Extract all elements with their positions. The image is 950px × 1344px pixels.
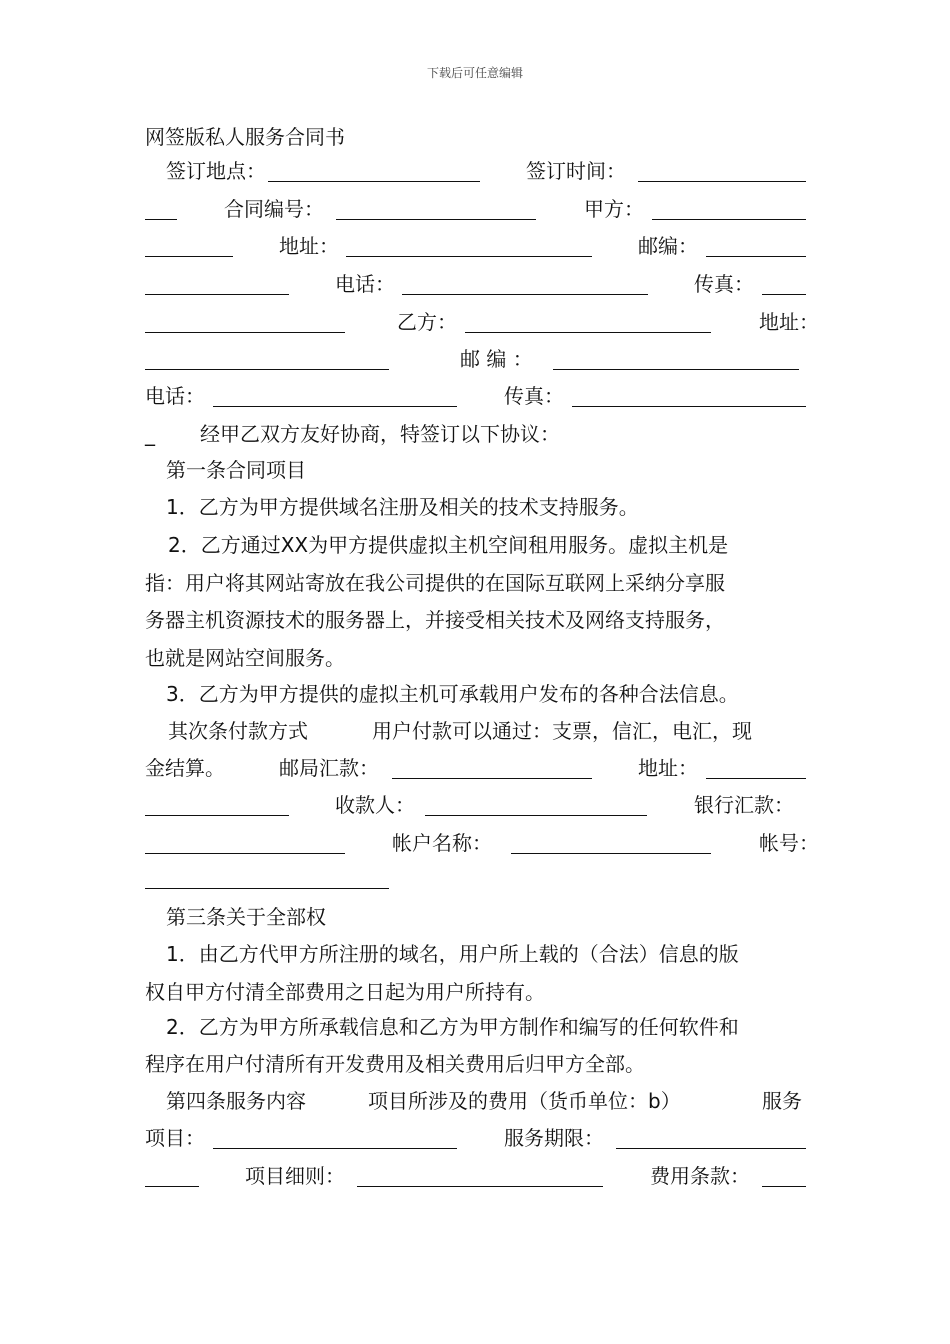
article-3-p2-text-1: 2．乙方为甲方所承载信息和乙方为甲方制作和编写的任何软件和 bbox=[166, 1015, 739, 1039]
bank-remit-blank bbox=[145, 853, 345, 854]
service-period-label: 服务期限： bbox=[504, 1126, 604, 1150]
account-no-blank bbox=[145, 888, 389, 889]
article-1-p2-text-2: 指：用户将其网站寄放在我公司提供的在国际互联网上采纳分享服 bbox=[145, 571, 725, 595]
party-b-postcode-label: 邮 编 ： bbox=[460, 347, 533, 371]
party-a-postcode-blank-cont bbox=[145, 294, 289, 295]
party-a-label: 甲方： bbox=[584, 197, 644, 221]
article-2-text: 用户付款可以通过：支票，信汇，电汇，现 bbox=[372, 719, 752, 743]
sign-place-label: 签订地点： bbox=[166, 159, 266, 183]
party-a-fax-blank-cont bbox=[145, 332, 345, 333]
party-a-phone-blank bbox=[402, 294, 648, 295]
account-name-label: 帐户名称： bbox=[392, 831, 492, 855]
article-3-p2-text-2: 程序在用户付清所有开发费用及相关费用后归甲方全部。 bbox=[145, 1052, 645, 1076]
article-1-p2-text-4: 也就是网站空间服务。 bbox=[145, 646, 345, 670]
account-no-label: 帐号： bbox=[759, 831, 819, 855]
article-3-p1-text-1: 1．由乙方代甲方所注册的域名，用户所上载的（合法）信息的版 bbox=[166, 942, 739, 966]
party-b-address-label: 地址： bbox=[759, 310, 819, 334]
header-note: 下载后可任意编辑 bbox=[426, 66, 523, 80]
contract-no-label: 合同编号： bbox=[224, 197, 324, 221]
service-period-blank-cont bbox=[145, 1186, 199, 1187]
party-b-address-blank bbox=[145, 369, 389, 370]
article-1-title: 第一条合同项目 bbox=[166, 458, 306, 482]
postal-remit-blank bbox=[392, 778, 592, 779]
article-1-p1: 1．乙方为甲方提供域名注册及相关的技术支持服务。 bbox=[166, 495, 639, 519]
article-2-cont: 金结算。 bbox=[145, 756, 225, 780]
postal-remit-label: 邮局汇款： bbox=[279, 756, 379, 780]
party-b-postcode-blank bbox=[553, 369, 799, 370]
intro-text: 经甲乙双方友好协商，特签订以下协议： bbox=[200, 422, 560, 446]
article-3-p1-text-2: 权自甲方付清全部费用之日起为用户所持有。 bbox=[145, 980, 545, 1004]
party-b-phone-blank bbox=[213, 406, 457, 407]
intro-underscore: _ bbox=[145, 422, 155, 446]
party-a-phone-label: 电话： bbox=[335, 272, 395, 296]
service-period-blank bbox=[616, 1148, 806, 1149]
party-b-blank bbox=[465, 332, 711, 333]
article-3-title: 第三条关于全部权 bbox=[166, 905, 326, 929]
party-a-address-label: 地址： bbox=[279, 234, 339, 258]
bank-remit-label: 银行汇款： bbox=[694, 793, 794, 817]
item-detail-label: 项目细则： bbox=[245, 1164, 345, 1188]
sign-place-blank bbox=[268, 181, 480, 182]
postal-address-blank-cont bbox=[145, 815, 289, 816]
party-b-label: 乙方： bbox=[397, 310, 457, 334]
party-b-phone-label: 电话： bbox=[145, 384, 205, 408]
party-a-blank-cont bbox=[145, 256, 233, 257]
article-2-title: 其次条付款方式 bbox=[168, 719, 308, 743]
fee-terms-label: 费用条款： bbox=[650, 1164, 750, 1188]
article-1-p2-text-1: 2．乙方通过XX为甲方提供虚拟主机空间租用服务。虚拟主机是 bbox=[168, 533, 729, 557]
contract-no-blank bbox=[336, 219, 536, 220]
article-1-p2-text-3: 务器主机资源技术的服务器上，并接受相关技术及网络支持服务， bbox=[145, 608, 725, 632]
sign-time-label: 签订时间： bbox=[526, 159, 626, 183]
payee-blank bbox=[425, 815, 647, 816]
document-title: 网签版私人服务合同书 bbox=[145, 125, 345, 149]
postal-address-blank bbox=[706, 778, 806, 779]
article-4-text: 项目所涉及的费用（货币单位：b） bbox=[368, 1089, 681, 1113]
article-4-service: 服务 bbox=[762, 1089, 802, 1113]
account-name-blank bbox=[511, 853, 711, 854]
sign-time-blank-cont bbox=[145, 219, 177, 220]
fee-terms-blank bbox=[762, 1186, 806, 1187]
item-detail-blank bbox=[357, 1186, 603, 1187]
party-a-address-blank bbox=[346, 256, 592, 257]
sign-time-blank bbox=[638, 181, 806, 182]
party-a-postcode-label: 邮编： bbox=[638, 234, 698, 258]
party-a-fax-blank bbox=[762, 294, 806, 295]
party-b-fax-blank bbox=[572, 406, 806, 407]
article-1-p3: 3．乙方为甲方提供的虚拟主机可承载用户发布的各种合法信息。 bbox=[166, 682, 739, 706]
payee-label: 收款人： bbox=[335, 793, 415, 817]
article-4-title: 第四条服务内容 bbox=[166, 1089, 306, 1113]
party-a-fax-label: 传真： bbox=[694, 272, 754, 296]
service-item-label: 项目： bbox=[145, 1126, 205, 1150]
party-a-blank bbox=[652, 219, 806, 220]
service-item-blank bbox=[213, 1148, 457, 1149]
party-a-postcode-blank bbox=[706, 256, 806, 257]
postal-address-label: 地址： bbox=[638, 756, 698, 780]
party-b-fax-label: 传真： bbox=[504, 384, 564, 408]
